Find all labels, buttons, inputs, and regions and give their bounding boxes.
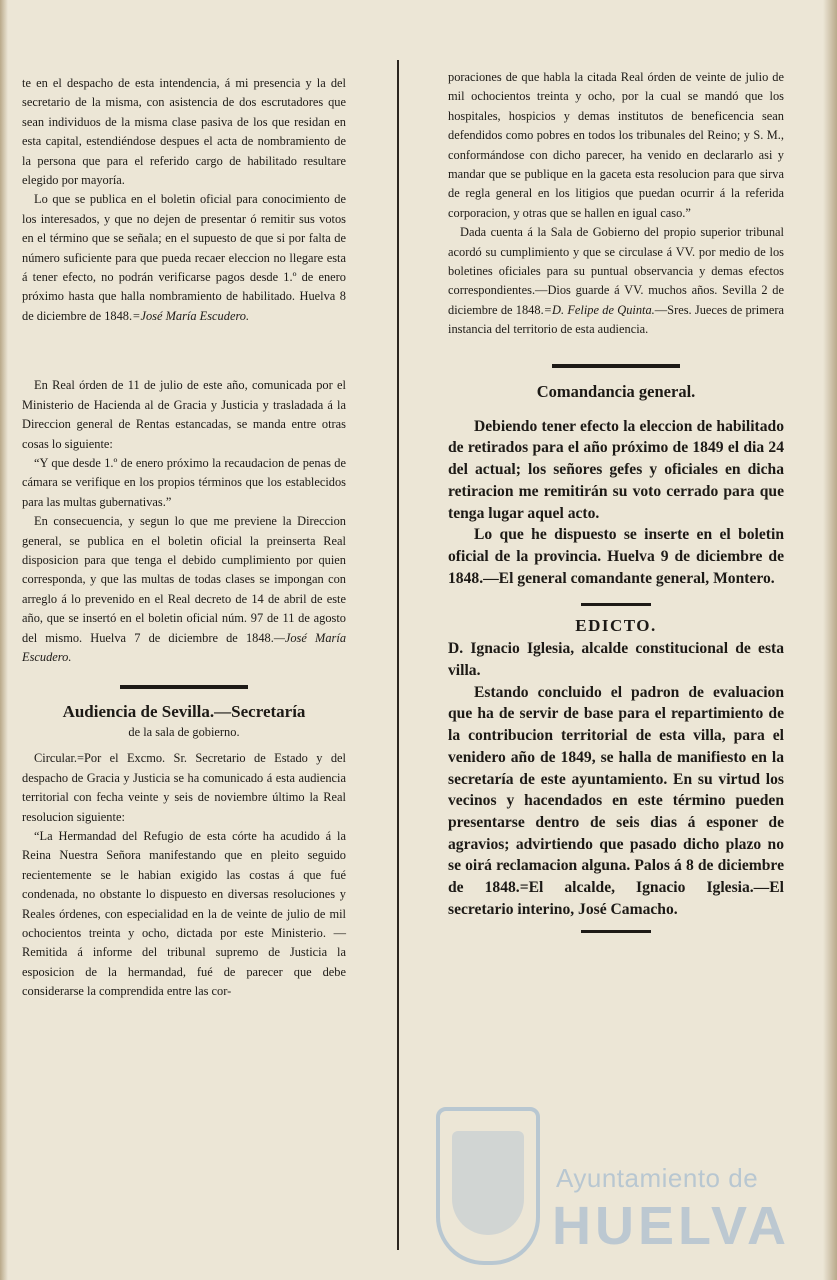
right-big-paragraph-1: Debiendo tener efecto la eleccion de habilitado de retirados para el año próximo de 1849 el dia 24 del actual; los señores gefes y oficiales en dicha retiracion me remitirán su voto cerrado para que tenga lugar aquel acto. <box>448 417 784 522</box>
left-paragraph-5 <box>22 512 346 667</box>
signature-escudero-1: =José María Escudero. <box>132 308 250 323</box>
right-paragraph-2-end: —Sres. Jueces de primera instancia del territorio de esta audiencia. <box>448 302 785 337</box>
right-paragraph-2 <box>448 223 784 339</box>
section-rule-4 <box>581 930 651 933</box>
section-title-edicto: EDICTO. <box>575 616 657 636</box>
right-big-paragraph-2: Lo que he dispuesto se inserte en el boletin oficial de la provincia. Huelva 9 de diciembre de 1848.—El general comandante general, Montero. <box>448 526 784 587</box>
page-edge-right <box>823 0 837 1280</box>
right-paragraph-1: poraciones de que habla la citada Real órden de veinte de julio de mil ochocientos treinta y ocho, por la cual se mandó que los hospitales, hospicios y demas institutos de beneficencia sean defendidos como pobres en todos los tribunales del Reino; y S. M., conformándose con dicho parecer, ha venido en declararlo asi y mandar que se publique en la gaceta esta resolucion para que sirva de regla general en los litigios que puedan ocurrir á la referida corporacion, y otras que se hallen en igual caso.” <box>448 70 784 220</box>
signature-escudero-2: —José María Escudero. <box>22 630 347 664</box>
coat-of-arms-inner <box>452 1131 524 1235</box>
page-edge-left <box>0 0 8 1280</box>
left-paragraph-3: En Real órden de 11 de julio de este año, comunicada por el Ministerio de Hacienda al de Gracia y Justicia y trasladada á la Direccion general de Rentas estancadas, se manda entre otras cosas lo siguiente: <box>22 378 346 451</box>
left-paragraph-1: te en el despacho de esta intendencia, á mi presencia y la del secretario de la misma, con asistencia de dos escrutadores que sean individuos de la misma clase pasiva de los que residan en esta capital, estendiéndose despues el acta de nombramiento de la persona que para el referido cargo de habilitado resultare elegido por mayoría. <box>22 76 346 188</box>
signature-quinta: =D. Felipe de Quinta. <box>543 302 655 317</box>
watermark-line-2: HUELVA <box>552 1196 790 1256</box>
left-column <box>22 0 346 1002</box>
section-subtitle-audiencia: de la sala de gobierno. <box>128 725 240 740</box>
left-paragraph-2-text: Lo que se publica en el boletin oficial para conocimiento de los interesados, y que no dejen de presentar ó remitir sus votos en el término que se señala; en el supuesto de que si por falta de número suficiente para que pueda recaer eleccion no llegare esta á tener efecto, no podrán verificarse pagos desde 1.º de enero próximo hasta que halla nombramiento de habilitado. Huelva 8 de diciembre de 1848. <box>22 192 346 323</box>
right-column <box>448 0 784 933</box>
watermark-line-1: Ayuntamiento de <box>556 1163 759 1193</box>
left-paragraph-6: Circular.=Por el Excmo. Sr. Secretario de Estado y del despacho de Gracia y Justicia se ha comunicado á esta audiencia territorial con fecha veinte y seis de noviembre último la Real resolucion siguiente: <box>22 751 346 824</box>
right-big-paragraph-4: Estando concluido el padron de evaluacion que ha de servir de base para el repartimiento de la contribucion territorial de esta villa, para el venidero año de 1849, se halla de manifiesto en la secretaría de este ayuntamiento. En su virtud los vecinos y hacendados en este término pueden presentarse dentro de seis dias á esponer de agravios; advirtiendo que pasado dicho plazo no se oirá reclamacion alguna. Palos á 8 de diciembre de 1848.=El alcalde, Ignacio Iglesia.—El secretario interino, José Camacho. <box>448 683 784 918</box>
left-paragraph-7: “La Hermandad del Refugio de esta córte ha acudido á la Reina Nuestra Señora manifestando que en pleito seguido recientemente se le habian exigido las costas á que fué condenada, no obstante lo dispuesto en diversas resoluciones y Reales órdenes, con especialidad en la de veinte de julio de mil ochocientos treinta y ocho, dictada por este Ministerio. —Remitida á informe del tribunal supremo de Justicia la esposicion de la hermandad, fué de parecer que debe considerarse la comprendida entre las cor- <box>22 829 346 999</box>
watermark <box>428 1085 790 1275</box>
left-paragraph-5-text: En consecuencia, y segun lo que me previene la Direccion general, se publica en el boletin oficial la preinserta Real disposicion para que tenga el debido cumplimiento por quien corresponda, y que las multas de todas clases se impongan con arreglo á lo prevenido en el Real decreto de 14 de abril de este año, que se insertó en el boletin oficial núm. 97 de 11 de agosto del mismo. Huelva 7 de diciembre de 1848. <box>22 514 346 645</box>
right-big-paragraph-3: D. Ignacio Iglesia, alcalde constitucional de esta villa. <box>448 640 784 680</box>
section-title-comandancia: Comandancia general. <box>536 381 696 401</box>
coat-of-arms-icon <box>436 1107 540 1265</box>
right-paragraph-2-text: Dada cuenta á la Sala de Gobierno del propio superior tribunal acordó su cumplimiento y que se circulase á VV. por medio de los boletines oficiales para su puntual observancia y demas efectos correspondientes.—Dios guarde á VV. muchos años. Sevilla 2 de diciembre de 1848. <box>448 225 784 317</box>
left-paragraph-2 <box>22 190 346 326</box>
section-title-audiencia: Audiencia de Sevilla.—Secretaría <box>62 702 306 722</box>
column-divider <box>397 60 399 1250</box>
left-paragraph-4: “Y que desde 1.º de enero próximo la recaudacion de penas de cámara se verifique en los propios términos que los establecidos para las multas gubernativas.” <box>22 455 346 509</box>
